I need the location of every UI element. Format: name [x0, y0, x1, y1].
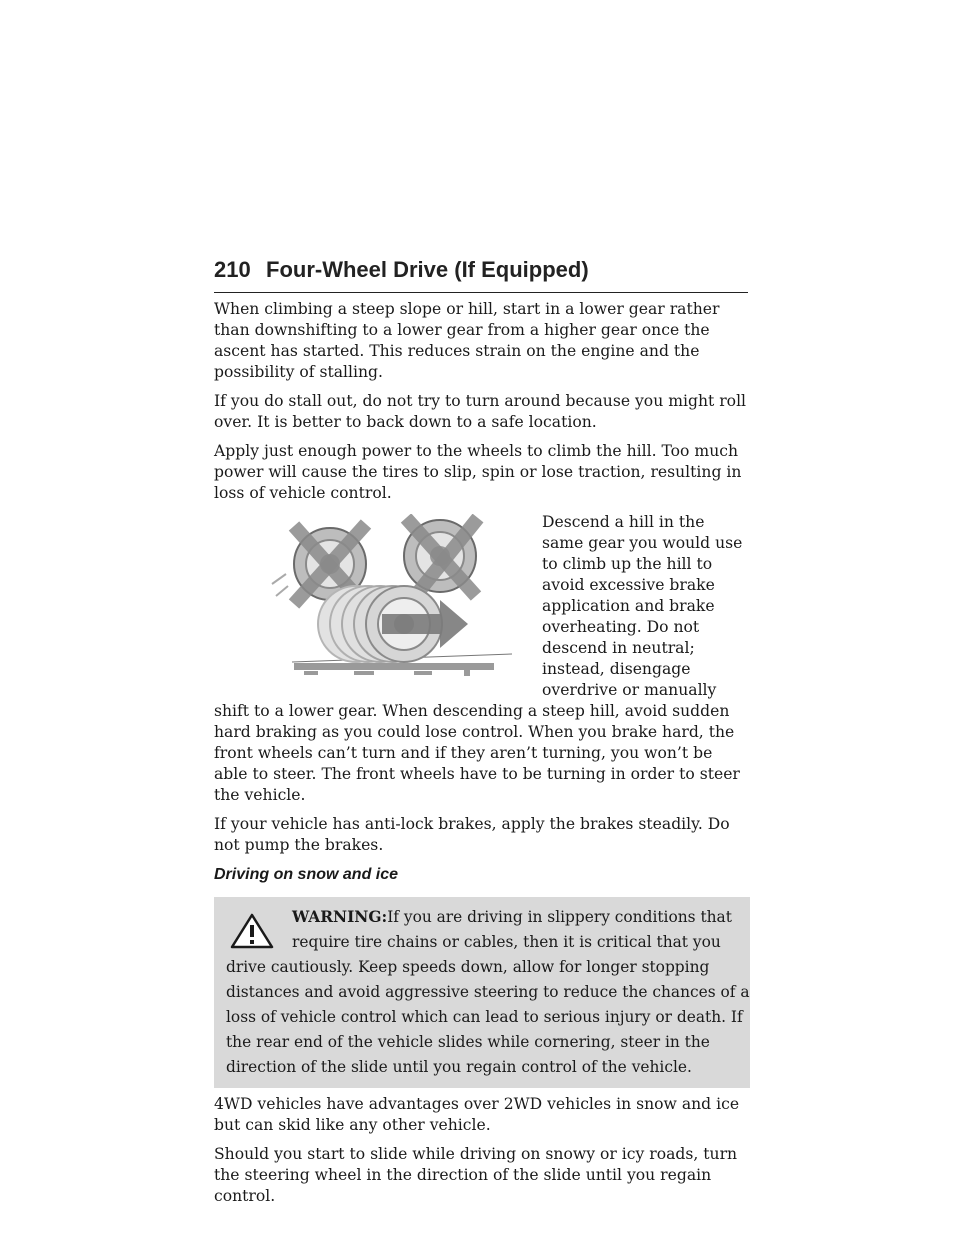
paragraph-descend-hill: Descend a hill in the same gear you would use to climb up the hill to avoid excessive brake application and brake overheating. Do not descend in neutral; instead, disengage overdrive or manually shift to a lower gear. When descending a steep hill, avoid sudden hard braking as you could lose control. When you brake hard, the front wheels can’t turn and if they aren’t turning, you won’t be able to steer. The front wheels have to be turning in order to steer the vehicle. [214, 513, 743, 804]
warning-triangle-icon [230, 913, 274, 949]
page-number: 210 [214, 257, 251, 282]
paragraph-slide-control: Should you start to slide while driving on snowy or icy roads, turn the steering wheel in the direction of the slide until you regain control. [214, 1145, 738, 1205]
warning-box [214, 897, 750, 1088]
page-content [214, 299, 750, 1215]
warning-label: WARNING: [292, 908, 388, 926]
paragraph-anti-lock-brakes: If your vehicle has anti-lock brakes, apply the brakes steadily. Do not pump the brakes. [214, 815, 730, 854]
section-heading-snow-ice: Driving on snow and ice [214, 866, 399, 883]
warning-text: If you are driving in slippery conditions that require tire chains or cables, then it is critical that you drive cautiously. Keep speeds down, allow for longer stopping distances and avoid aggressive steering to reduce the chances of a loss of vehicle control which can lead to serious injury or death. If the rear end of the vehicle slides while cornering, steer in the direction of the slide until you regain control of the vehicle. [226, 908, 750, 1076]
paragraph-apply-power: Apply just enough power to the wheels to climb the hill. Too much power will cause the tires to slip, spin or lose traction, resulting in loss of vehicle control. [214, 442, 742, 502]
wheel-illustration-icon [264, 514, 522, 690]
paragraph-stall-out: If you do stall out, do not try to turn around because you might roll over. It is better to back down to a safe location. [214, 392, 747, 431]
paragraph-climbing-gear: When climbing a steep slope or hill, start in a lower gear rather than downshifting to a lower gear from a higher gear once the ascent has started. This reduces strain on the engine and the possibility of stalling. [214, 300, 720, 381]
page-title: Four-Wheel Drive (If Equipped) [266, 257, 589, 282]
page-header [214, 254, 748, 293]
paragraph-4wd-advantages: 4WD vehicles have advantages over 2WD vehicles in snow and ice but can skid like any other vehicle. [214, 1095, 740, 1134]
